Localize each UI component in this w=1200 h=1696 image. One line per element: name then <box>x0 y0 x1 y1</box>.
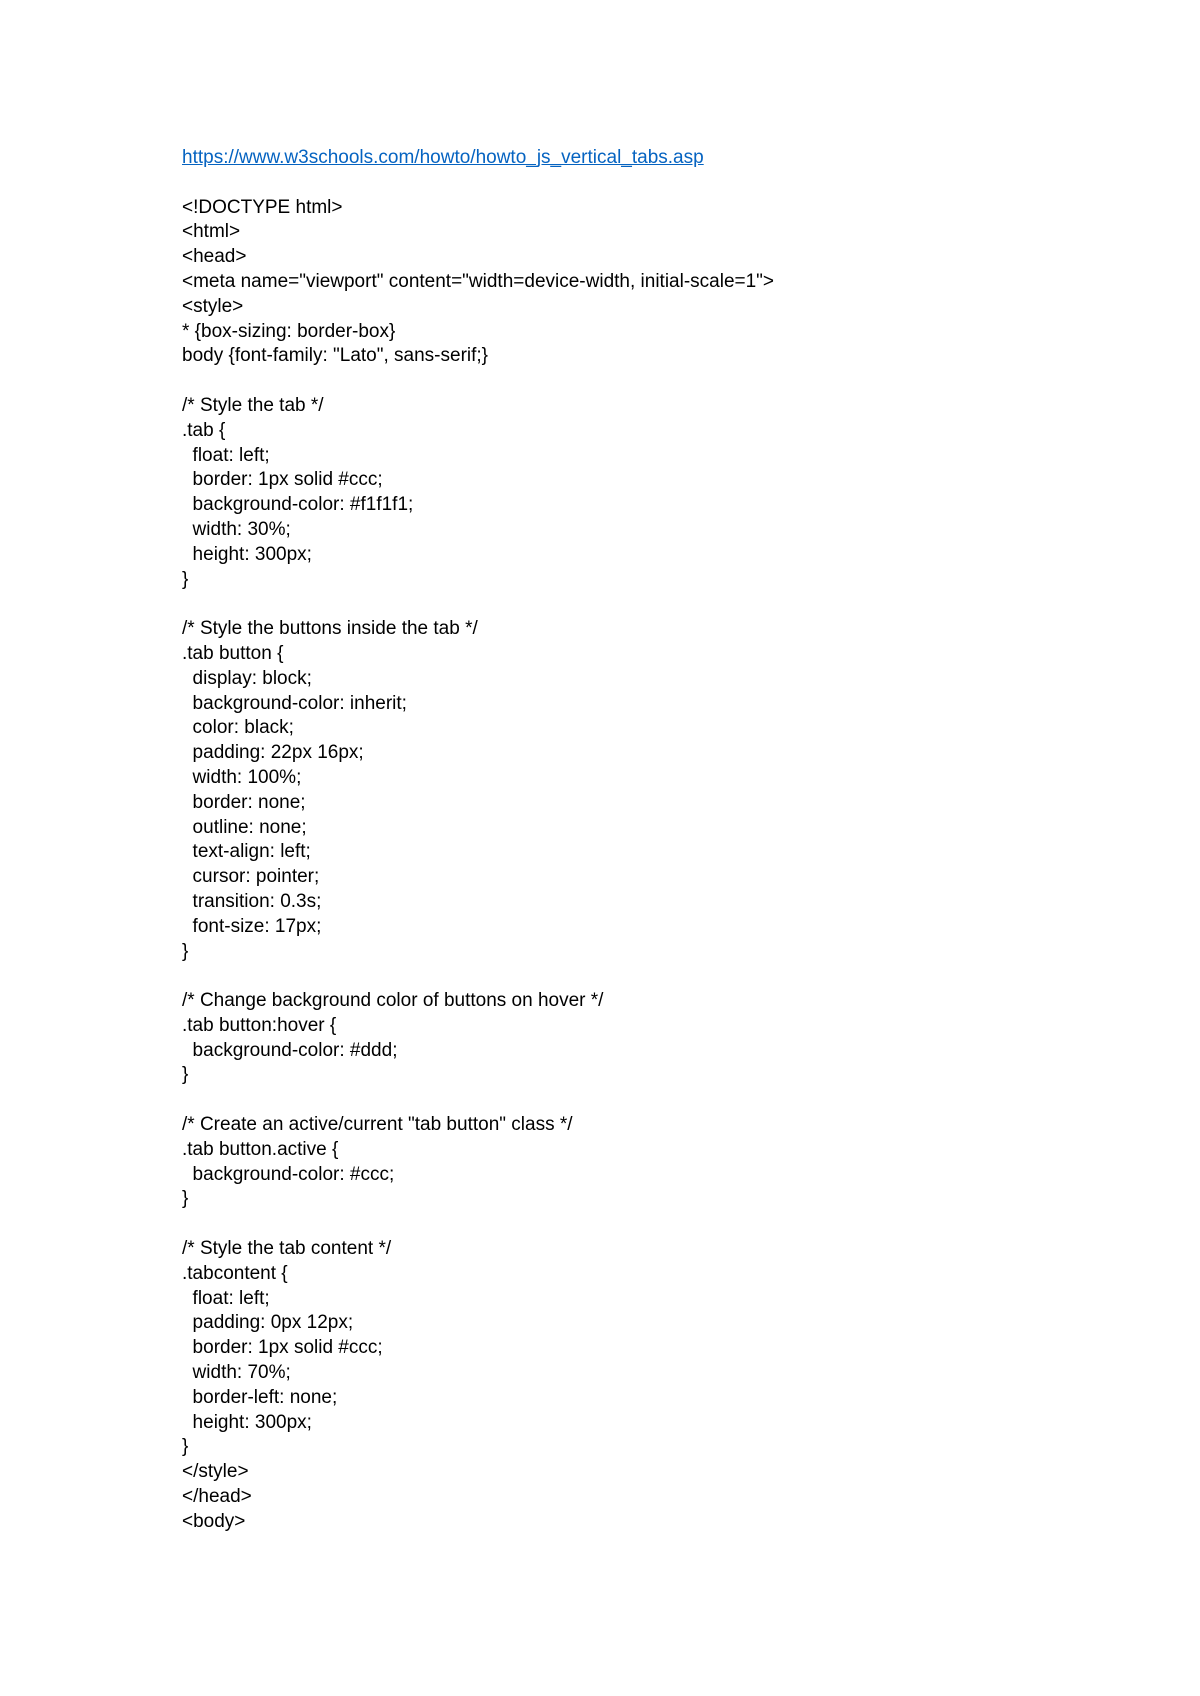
code-line: </style> <box>182 1461 249 1483</box>
code-line: height: 300px; <box>182 1411 312 1433</box>
code-line: padding: 22px 16px; <box>182 742 364 764</box>
code-line: } <box>182 1436 189 1458</box>
code-line: text-align: left; <box>182 841 311 863</box>
code-line: <html> <box>182 221 241 243</box>
code-line: font-size: 17px; <box>182 915 322 937</box>
code-line: /* Style the tab */ <box>182 394 324 416</box>
code-line: <body> <box>182 1510 246 1532</box>
code-line: border-left: none; <box>182 1386 338 1408</box>
code-line: border: 1px solid #ccc; <box>182 1337 383 1359</box>
code-line: background-color: #ddd; <box>182 1039 398 1061</box>
code-line: width: 70%; <box>182 1362 291 1384</box>
code-line: <!DOCTYPE html> <box>182 196 343 218</box>
code-line: color: black; <box>182 717 294 739</box>
code-line: body {font-family: "Lato", sans-serif;} <box>182 345 489 367</box>
code-line: <meta name="viewport" content="width=device-width, initial-scale=1"> <box>182 270 775 292</box>
code-line: .tab button.active { <box>182 1138 339 1160</box>
code-line: width: 100%; <box>182 766 302 788</box>
blank-line <box>182 592 1142 617</box>
code-line: width: 30%; <box>182 518 291 540</box>
code-line: /* Style the tab content */ <box>182 1238 392 1260</box>
source-url-link[interactable]: https://www.w3schools.com/howto/howto_js_vertical_tabs.asp <box>182 147 704 168</box>
code-line: .tab button { <box>182 642 284 664</box>
code-line: outline: none; <box>182 816 307 838</box>
code-line: </head> <box>182 1486 252 1508</box>
blank-line <box>182 964 1142 989</box>
code-line: .tab { <box>182 419 226 441</box>
code-line: .tab button:hover { <box>182 1014 337 1036</box>
code-line: background-color: #f1f1f1; <box>182 494 414 516</box>
code-line: } <box>182 568 189 590</box>
document-body <box>182 146 1142 1535</box>
blank-line <box>182 1088 1142 1113</box>
code-line: /* Create an active/current "tab button" class */ <box>182 1114 573 1136</box>
code-line: transition: 0.3s; <box>182 890 322 912</box>
code-line: float: left; <box>182 1287 270 1309</box>
blank-line <box>182 1212 1142 1237</box>
code-line: <style> <box>182 295 244 317</box>
code-line: background-color: inherit; <box>182 692 407 714</box>
code-line: /* Style the buttons inside the tab */ <box>182 618 478 640</box>
code-line: border: none; <box>182 791 306 813</box>
code-line: padding: 0px 12px; <box>182 1312 354 1334</box>
blank-line <box>182 369 1142 394</box>
code-line: .tabcontent { <box>182 1262 288 1284</box>
code-line: cursor: pointer; <box>182 866 320 888</box>
code-line: } <box>182 1064 189 1086</box>
code-listing <box>182 196 1142 1535</box>
code-line: height: 300px; <box>182 543 312 565</box>
code-line: background-color: #ccc; <box>182 1163 395 1185</box>
code-line: <head> <box>182 246 247 268</box>
code-line: } <box>182 1188 189 1210</box>
code-line: float: left; <box>182 444 270 466</box>
code-line: /* Change background color of buttons on hover */ <box>182 990 604 1012</box>
code-line: border: 1px solid #ccc; <box>182 469 383 491</box>
code-line: * {box-sizing: border-box} <box>182 320 396 342</box>
code-line: display: block; <box>182 667 312 689</box>
code-line: } <box>182 940 189 962</box>
